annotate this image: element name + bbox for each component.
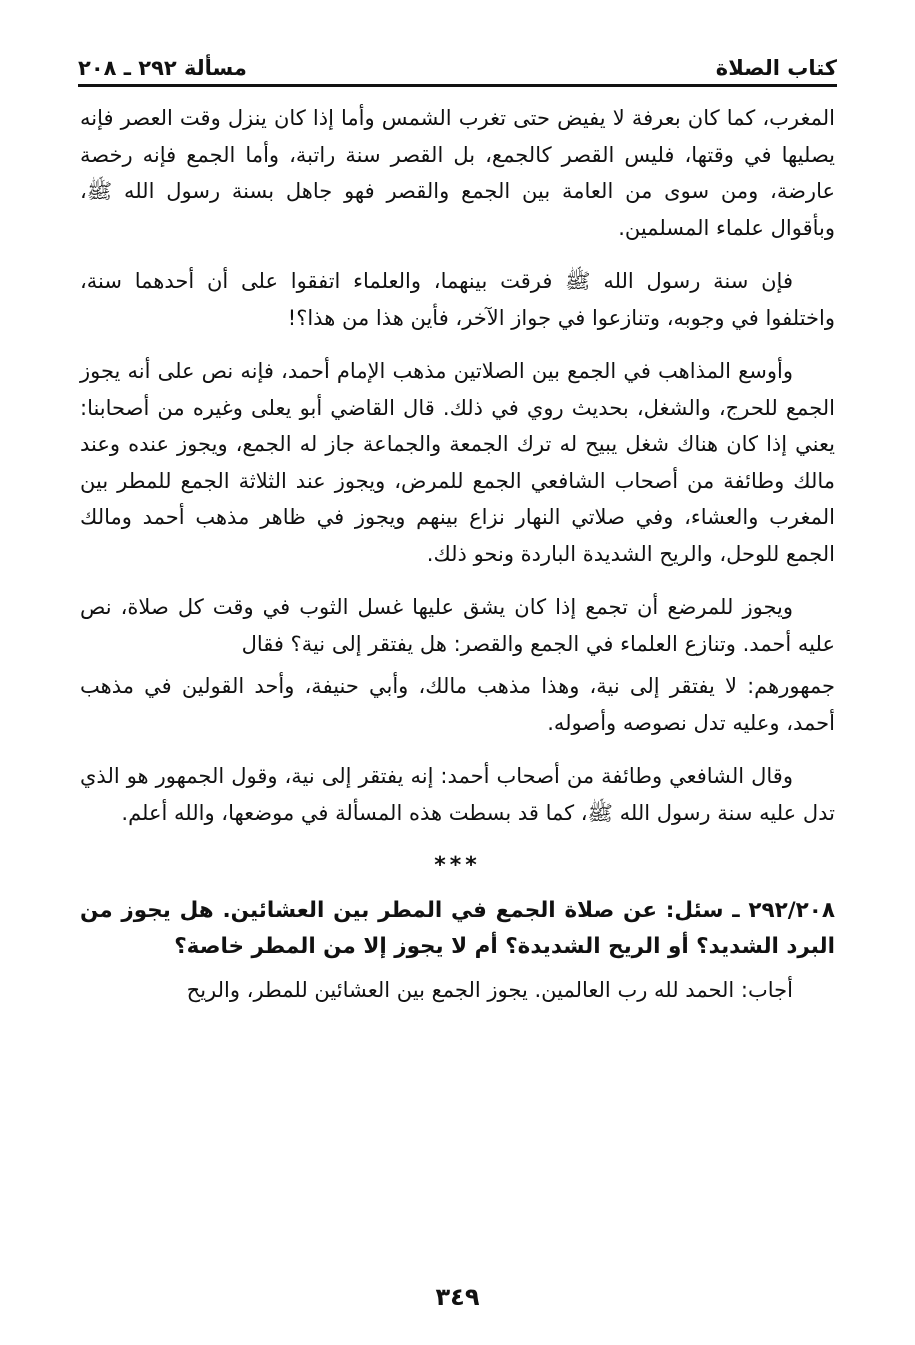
paragraph-6: وقال الشافعي وطائفة من أصحاب أحمد: إنه يفتقر إلى نية، وقول الجمهور هو الذي تدل عليه سنة رسول الله ﷺ، كما قد بسطت هذه المسألة في موضعها، والله أعلم. bbox=[80, 764, 835, 825]
paragraph-3: وأوسع المذاهب في الجمع بين الصلاتين مذهب الإمام أحمد، فإنه نص على أنه يجوز الجمع للحرج، والشغل، بحديث روي في ذلك. قال القاضي أبو يعلى وغيره من أصحابنا: يعني إذا كان هناك شغل يبيح له ترك الجمعة والجماعة جاز له الجمع، ويجوز عنده وعند مالك وطائفة من أصحاب الشافعي الجمع للمرض، ويجوز عند الثلاثة الجمع للمطر بين المغرب والعشاء، وفي صلاتي النهار نزاع بينهم ويجوز في ظاهر مذهب أحمد ومالك الجمع للوحل، والريح الشديدة الباردة ونحو ذلك. bbox=[80, 359, 835, 566]
running-header bbox=[78, 40, 837, 80]
fatwa-question: ٢٩٢/٢٠٨ ـ سئل: عن صلاة الجمع في المطر بين العشائين. هل يجوز من البرد الشديد؟ أو الريح الشديدة؟ أم لا يجوز إلا من المطر خاصة؟ bbox=[80, 897, 835, 959]
issue-number: مسألة ٢٩٢ ـ ٢٠٨ bbox=[78, 56, 247, 80]
paragraph-4: ويجوز للمرضع أن تجمع إذا كان يشق عليها غسل الثوب في وقت كل صلاة، نص عليه أحمد. وتنازع العلماء في الجمع والقصر: هل يفتقر إلى نية؟ فقال bbox=[80, 595, 835, 656]
page-number: ٣٤٩ bbox=[435, 1283, 480, 1311]
section-separator: *** bbox=[434, 853, 481, 878]
page-body bbox=[80, 100, 835, 1025]
chapter-title: كتاب الصلاة bbox=[715, 56, 837, 80]
header-rule bbox=[78, 84, 837, 87]
paragraph-2: فإن سنة رسول الله ﷺ فرقت بينهما، والعلماء اتفقوا على أن أحدهما سنة، واختلفوا في وجوبه، وتنازعوا في جواز الآخر، فأين هذا من هذا؟! bbox=[80, 269, 835, 330]
fatwa-answer: أجاب: الحمد لله رب العالمين. يجوز الجمع بين العشائين للمطر، والريح bbox=[186, 977, 793, 1002]
paragraph-5: جمهورهم: لا يفتقر إلى نية، وهذا مذهب مالك، وأبي حنيفة، وأحد القولين في مذهب أحمد، وعليه تدل نصوصه وأصوله. bbox=[80, 674, 835, 735]
paragraph-1: المغرب، كما كان بعرفة لا يفيض حتى تغرب الشمس وأما إذا كان ينزل وقت العصر فإنه يصليها في وقتها، فليس القصر كالجمع، بل القصر سنة راتبة، وأما الجمع فإنه رخصة عارضة، ومن سوى من العامة بين الجمع والقصر فهو جاهل بسنة رسول الله ﷺ، وبأقوال علماء المسلمين. bbox=[80, 106, 835, 240]
